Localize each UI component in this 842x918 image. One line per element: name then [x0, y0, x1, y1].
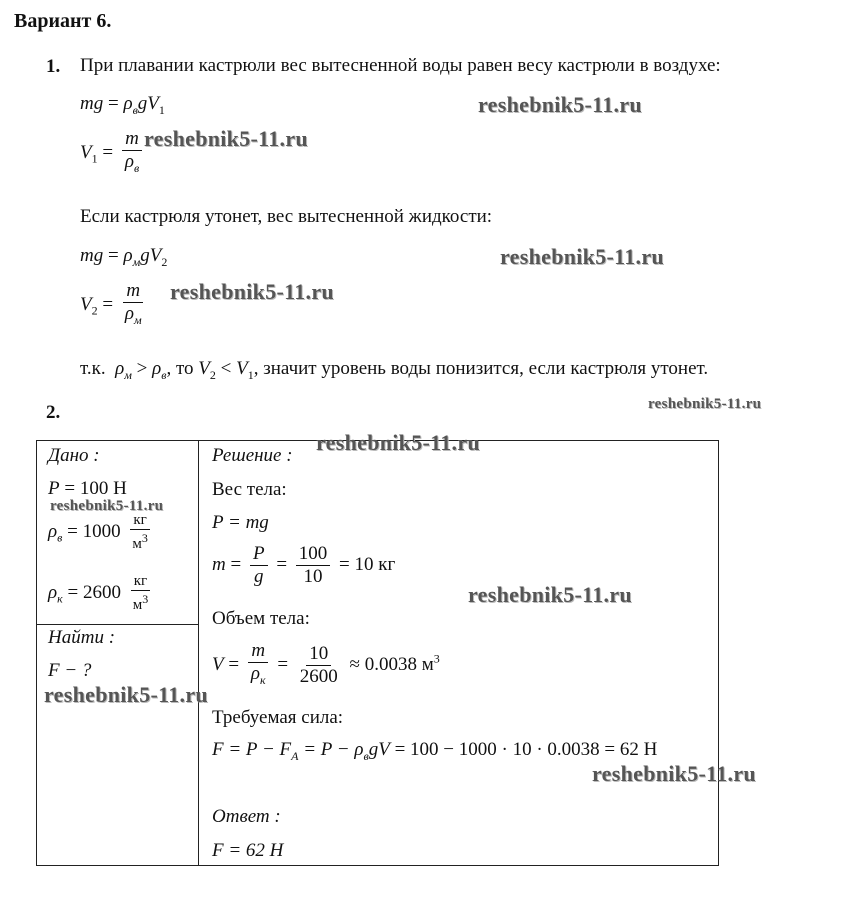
given-water-density: $\rho_в = 1000$ $\frac{кг}{м^3}$: [48, 512, 148, 552]
watermark: reshebnik5-11.ru: [592, 761, 756, 786]
page-title: Вариант 6.: [14, 10, 112, 32]
weight-title: Вес тела:: [212, 479, 287, 500]
equation-force: $F = P - F_A = P - \rho_вgV = 100 - 1000 \cdot 10 \cdot 0.0038 = 62$ Н: [212, 739, 658, 763]
equation-weight: P = mg: [212, 512, 269, 533]
equation-mass: m = $\frac{P}{g}$ = $\frac{100}{10}$ = 10 кг: [212, 543, 396, 587]
watermark: reshebnik5-11.ru: [44, 682, 208, 707]
problem-1-text-2: Если кастрюля утонет, вес вытесненной жидкости:: [80, 206, 493, 227]
problem-1-intro: При плавании кастрюли вес вытесненной воды равен весу кастрюли в воздухе:: [80, 55, 721, 76]
table-given-divider: [36, 624, 199, 625]
given-body-density: $\rho_к = 2600$ $\frac{кг}{м^3}$: [48, 573, 149, 613]
solution-label: Решение :: [212, 445, 293, 466]
problem-1-number: 1.: [46, 56, 61, 77]
watermark: reshebnik5-11.ru: [144, 126, 308, 151]
given-weight: P = 100 Н: [48, 478, 127, 499]
force-title: Требуемая сила:: [212, 707, 344, 728]
equation-buoyancy-1: mg = $\rho_вgV_1$: [80, 93, 165, 117]
watermark: reshebnik5-11.ru: [50, 498, 164, 514]
watermark: reshebnik5-11.ru: [316, 430, 480, 455]
find-label: Найти :: [48, 627, 116, 648]
problem-2-number: 2.: [46, 402, 61, 423]
given-label: Дано :: [48, 445, 100, 466]
watermark: reshebnik5-11.ru: [648, 396, 762, 412]
equation-volume-2: $V_2$ = $\frac{m}{\rho_м}$: [80, 280, 142, 327]
answer-value: F = 62 Н: [212, 840, 284, 861]
watermark: reshebnik5-11.ru: [170, 279, 334, 304]
volume-title: Объем тела:: [212, 608, 310, 629]
watermark: reshebnik5-11.ru: [500, 244, 664, 269]
watermark: reshebnik5-11.ru: [478, 92, 642, 117]
watermark: reshebnik5-11.ru: [468, 582, 632, 607]
answer-label: Ответ :: [212, 806, 281, 827]
table-column-divider: [198, 440, 199, 865]
problem-1-conclusion: т.к. $\rho_м > \rho_в$, то $V_2 < V_1$, значит уровень воды понизится, если кастрюля утонет.: [80, 358, 709, 382]
equation-buoyancy-2: mg = $\rho_мgV_2$: [80, 245, 168, 269]
find-expression: F − ?: [48, 660, 92, 681]
equation-volume: V = $\frac{m}{\rho_к}$ = $\frac{10}{2600}$ ≈ 0.0038 $м^3$: [212, 640, 440, 687]
equation-volume-1: $V_1$ = $\frac{m}{\rho_в}$: [80, 128, 146, 179]
